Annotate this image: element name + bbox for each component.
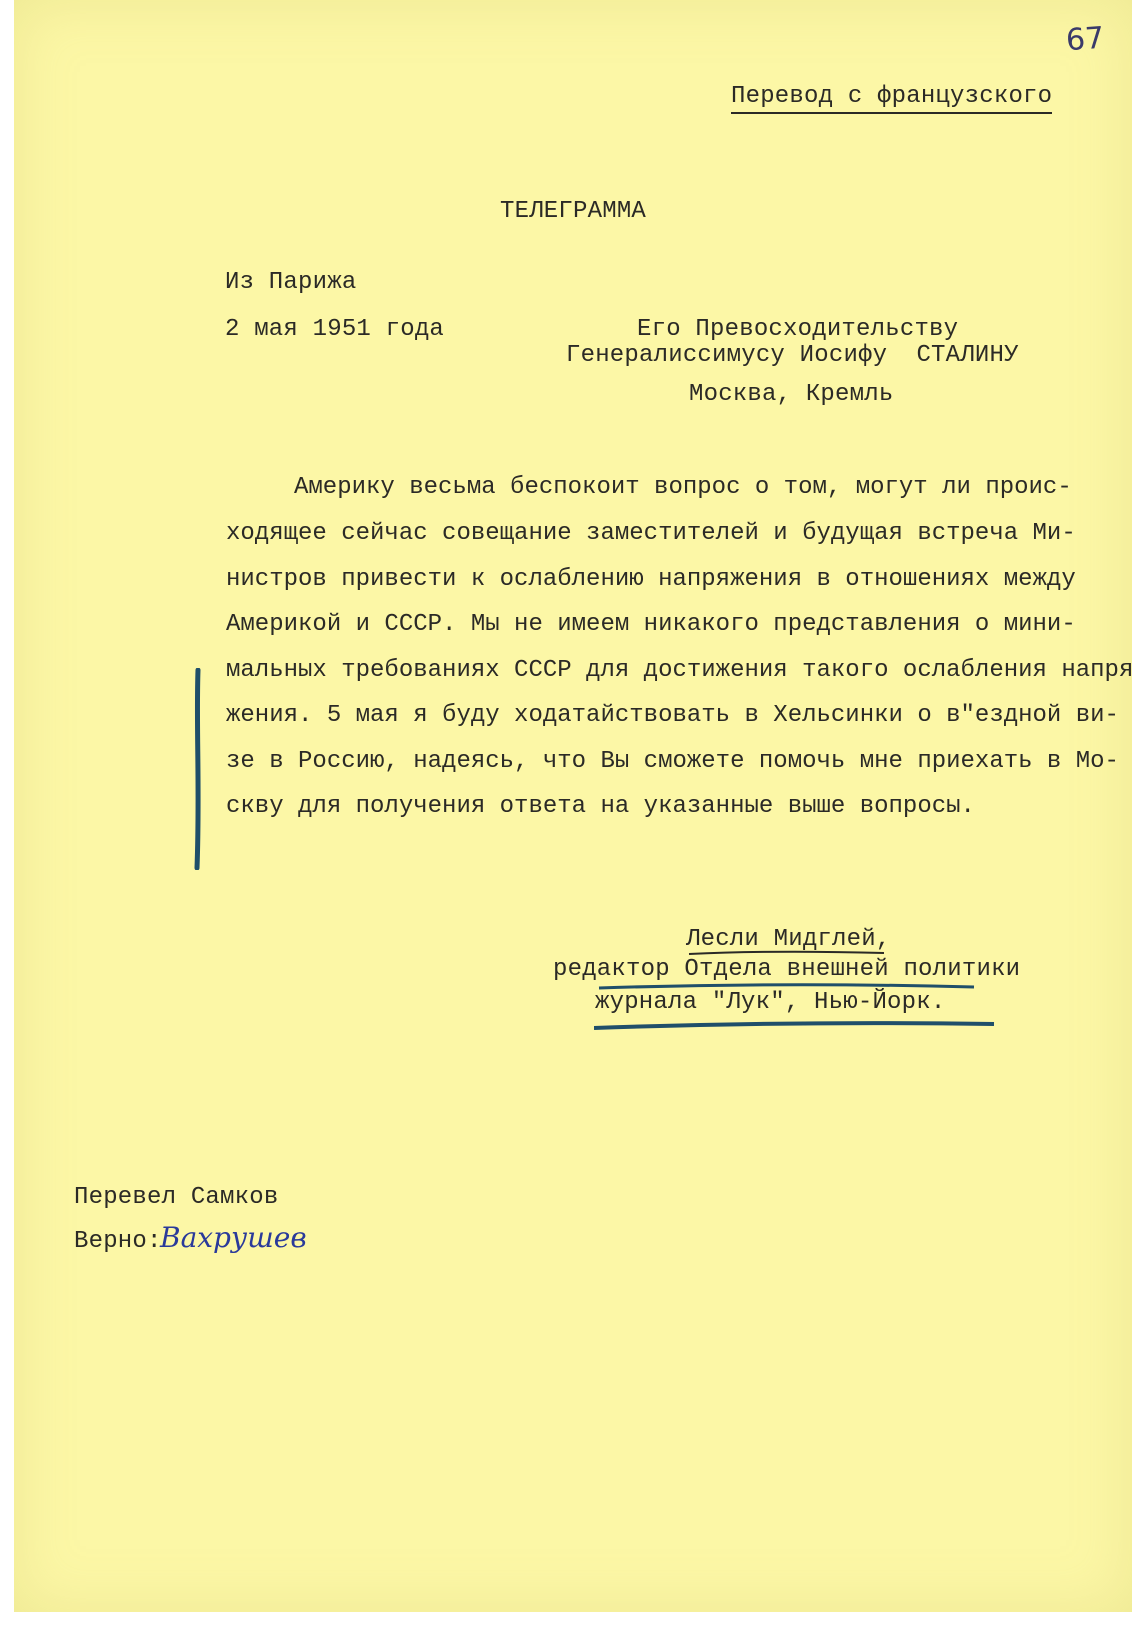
date-line: 2 мая 1951 года <box>225 316 445 343</box>
body-line: ходящее сейчас совещание заместителей и будущая встреча Ми- <box>226 520 1076 547</box>
body-line: мальных требованиях СССР для достижения такого ослабления напря <box>226 657 1134 684</box>
signature-name: Лесли Мидглей, <box>686 926 891 953</box>
translator-line: Перевел Самков <box>74 1184 279 1211</box>
origin-line: Из Парижа <box>225 269 357 296</box>
body-line: Америку весьма беспокоит вопрос о том, могут ли проис- <box>294 474 1072 501</box>
document-page <box>14 0 1132 1612</box>
signature-title-1: редактор Отдела внешней политики <box>553 956 1021 983</box>
header-note: Перевод с французского <box>731 82 1052 114</box>
addressee-line-1: Его Превосходительству <box>637 316 959 343</box>
addressee-line-3: Москва, Кремль <box>689 381 894 408</box>
body-line: зе в Россию, надеясь, что Вы сможете помочь мне приехать в Мо- <box>226 748 1119 775</box>
document-title: ТЕЛЕГРАММА <box>500 198 647 225</box>
body-line: жения. 5 мая я буду ходатайствовать в Хельсинки о в"ездной ви- <box>226 702 1119 729</box>
body-line: Америкой и СССР. Мы не имеем никакого представления о мини- <box>226 611 1076 638</box>
margin-pencil-mark <box>188 668 208 870</box>
signature-underlines <box>594 948 1014 1038</box>
addressee-line-2: Генералиссимусу Иосифу СТАЛИНУ <box>566 342 1019 369</box>
body-line: нистров привести к ослаблению напряжения в отношениях между <box>226 566 1076 593</box>
verified-signature: Вахрушев <box>160 1221 307 1254</box>
signature-title-2: журнала "Лук", Нью-Йорк. <box>595 989 946 1016</box>
verified-label: Верно: <box>74 1228 162 1255</box>
page-number: 67 <box>1064 20 1106 59</box>
body-line: скву для получения ответа на указанные выше вопросы. <box>226 793 975 820</box>
